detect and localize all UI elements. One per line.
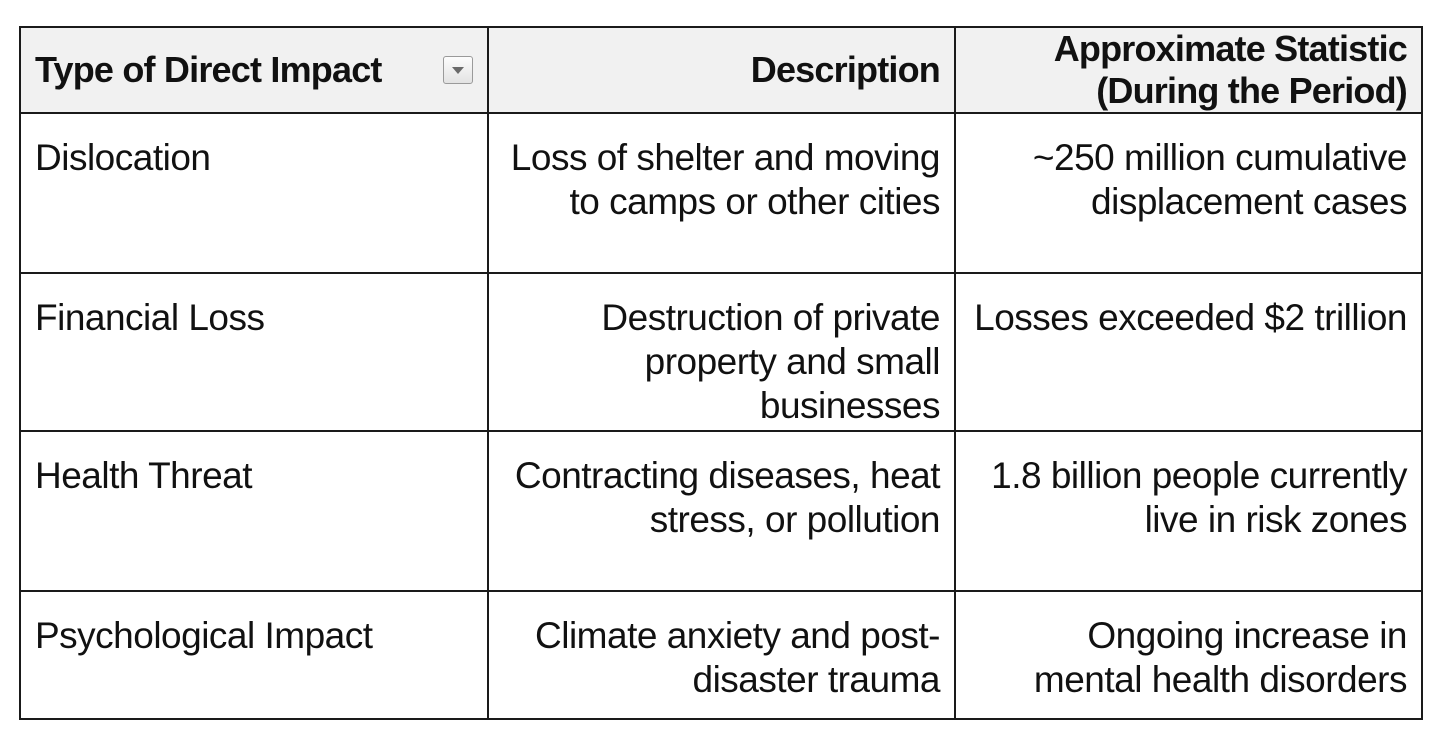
- header-description-label: Description: [750, 49, 940, 90]
- header-statistic-label: Approximate Statistic (During the Period): [1053, 28, 1407, 111]
- impact-table: [19, 26, 1423, 720]
- header-statistic: [955, 27, 1422, 113]
- cell-description: Contracting diseases, heat stress, or pollution: [488, 431, 955, 591]
- table-row: [20, 113, 1422, 273]
- cell-description: Destruction of private property and small businesses: [488, 273, 955, 431]
- cell-type: Dislocation: [20, 113, 488, 273]
- table-row: [20, 273, 1422, 431]
- cell-type: Financial Loss: [20, 273, 488, 431]
- cell-description: Loss of shelter and moving to camps or other cities: [488, 113, 955, 273]
- impact-table-container: [19, 26, 1421, 720]
- header-row: [20, 27, 1422, 113]
- cell-statistic: Ongoing increase in mental health disorders: [955, 591, 1422, 719]
- cell-statistic: 1.8 billion people currently live in risk zones: [955, 431, 1422, 591]
- table-row: [20, 591, 1422, 719]
- cell-type: Psychological Impact: [20, 591, 488, 719]
- header-type: [20, 27, 488, 113]
- header-description: [488, 27, 955, 113]
- table-row: [20, 431, 1422, 591]
- cell-description: Climate anxiety and post-disaster trauma: [488, 591, 955, 719]
- header-type-label: Type of Direct Impact: [35, 49, 382, 90]
- dropdown-filter-icon[interactable]: [443, 56, 473, 84]
- cell-type: Health Threat: [20, 431, 488, 591]
- cell-statistic: Losses exceeded $2 trillion: [955, 273, 1422, 431]
- cell-statistic: ~250 million cumulative displacement cases: [955, 113, 1422, 273]
